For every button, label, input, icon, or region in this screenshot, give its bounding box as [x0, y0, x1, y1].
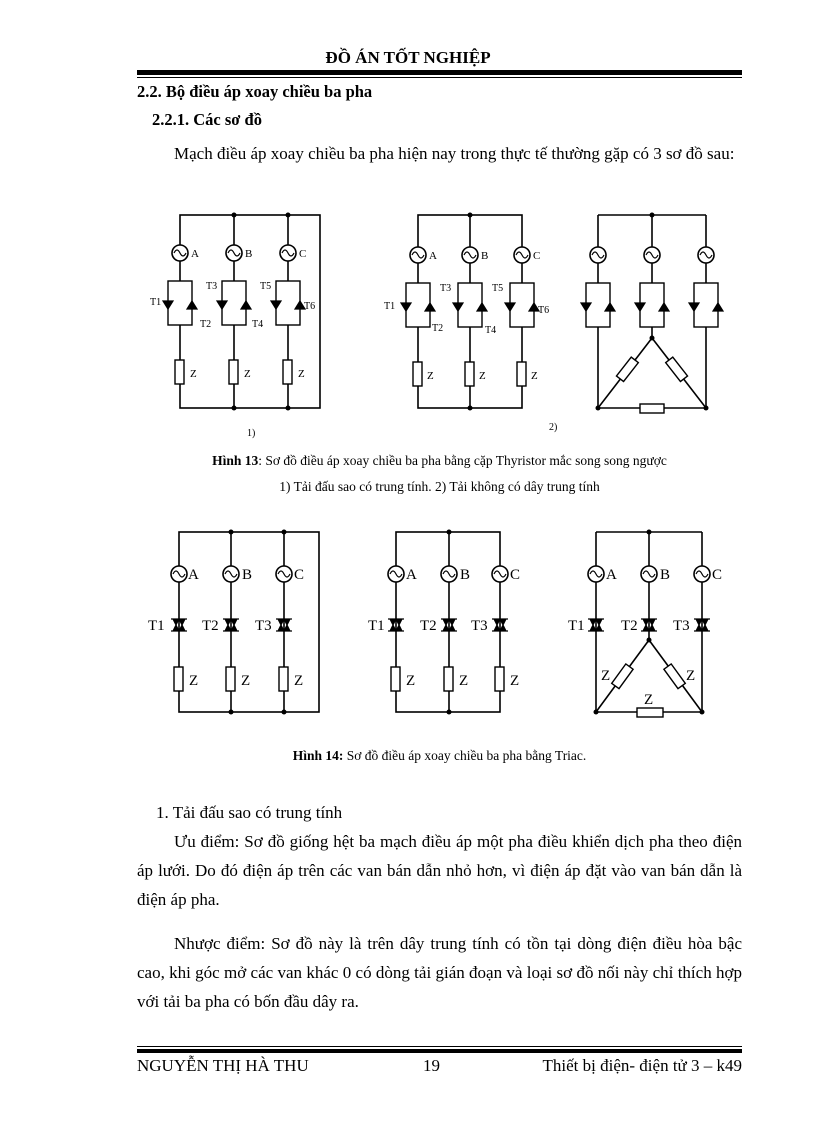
- figure-13-caption-text: : Sơ đồ điều áp xoay chiều ba pha bằng cặp Thyristor mắc song song ngược: [258, 453, 667, 468]
- fig14b-t2: T2: [420, 618, 437, 634]
- fig13-t2: T2: [200, 319, 212, 330]
- fig14-z1: Z: [189, 673, 199, 689]
- figure-13-caption: [137, 453, 742, 469]
- disadvantage-paragraph: Nhược điểm: Sơ đồ này là trên dây trung tính có tồn tại dòng điện điều hòa bậc cao, khi góc mở các van khác 0 có dòng tải gián đoạn và loại sơ đồ nối này chỉ thích hợp với tải ba pha có bốn đầu dây ra.: [137, 934, 742, 1011]
- fig14b-z1: Z: [406, 673, 416, 689]
- fig14b-phase-c: C: [510, 567, 521, 583]
- fig13-phase-c: C: [299, 248, 307, 260]
- page-header-title: ĐỒ ÁN TỐT NGHIỆP: [325, 48, 491, 67]
- fig13b-t6: T6: [538, 305, 550, 316]
- intro-paragraph: Mạch điều áp xoay chiều ba pha hiện nay trong thực tế thường gặp có 3 sơ đồ sau:: [174, 144, 735, 163]
- fig14-t2: T2: [202, 618, 219, 634]
- fig13b-phase-b: B: [481, 250, 489, 262]
- footer-page-number: 19: [423, 1056, 440, 1075]
- fig14c-z1: Z: [601, 668, 611, 684]
- figure-14-caption: [137, 748, 742, 764]
- fig14c-phase-a: A: [606, 567, 617, 583]
- figure-14-diagram: [148, 522, 740, 727]
- fig14-phase-b: B: [242, 567, 253, 583]
- fig13b-phase-a: A: [429, 250, 437, 262]
- fig13-t5: T5: [260, 281, 272, 292]
- item-heading: 1. Tải đấu sao có trung tính: [156, 803, 343, 822]
- footer-class: Thiết bị điện- điện tử 3 – k49: [542, 1056, 742, 1075]
- fig14b-t3: T3: [471, 618, 488, 634]
- fig14b-t1: T1: [368, 618, 385, 634]
- footer-author: NGUYỄN THỊ HÀ THU: [137, 1056, 309, 1075]
- fig14c-z3: Z: [644, 692, 654, 708]
- advantage-paragraph: Ưu điểm: Sơ đồ giống hệt ba mạch điều áp một pha điều khiển dịch pha theo điện áp lưới. Do đó điện áp trên các van bán dẫn nhỏ hơn, vì điện áp đặt vào van bán dẫn là điện áp pha.: [137, 832, 742, 909]
- fig14c-t2: T2: [621, 618, 638, 634]
- fig13b-z3: Z: [531, 370, 538, 382]
- fig13-sub-2: 2): [549, 422, 558, 433]
- fig13-z1: Z: [190, 368, 197, 380]
- footer-rule-thin: [137, 1046, 742, 1047]
- fig14c-z2: Z: [686, 668, 696, 684]
- subsection-heading: 2.2.1. Các sơ đồ: [152, 110, 262, 129]
- fig14b-phase-a: A: [406, 567, 417, 583]
- figure-14-caption-text: Sơ đồ điều áp xoay chiều ba pha bằng Triac.: [343, 748, 587, 763]
- fig13-t6: T6: [304, 301, 316, 312]
- fig14-t1: T1: [148, 618, 165, 634]
- fig13-t4: T4: [252, 319, 264, 330]
- fig13-z3: Z: [298, 368, 305, 380]
- fig14c-t1: T1: [568, 618, 585, 634]
- fig14-t3: T3: [255, 618, 272, 634]
- fig13b-t2: T2: [432, 323, 444, 334]
- fig14c-t3: T3: [673, 618, 690, 634]
- figure-13-caption-line2: 1) Tải đấu sao có trung tính. 2) Tải không có dây trung tính: [279, 479, 600, 494]
- fig13-phase-b: B: [245, 248, 253, 260]
- header-rule-thin: [137, 77, 742, 78]
- fig13-t3: T3: [206, 281, 218, 292]
- figure-13-caption-label: Hình 13: [212, 453, 259, 468]
- fig13b-z2: Z: [479, 370, 486, 382]
- fig14c-phase-c: C: [712, 567, 723, 583]
- fig14-phase-a: A: [188, 567, 199, 583]
- fig14-z3: Z: [294, 673, 304, 689]
- fig13b-t5: T5: [492, 283, 504, 294]
- fig13b-z1: Z: [427, 370, 434, 382]
- figure-14-caption-label: Hình 14:: [292, 748, 344, 763]
- fig13-t1: T1: [150, 297, 162, 308]
- fig14b-phase-b: B: [460, 567, 471, 583]
- fig13b-t3: T3: [440, 283, 452, 294]
- fig13b-t1: T1: [384, 301, 396, 312]
- fig14b-z2: Z: [459, 673, 469, 689]
- fig14-phase-c: C: [294, 567, 305, 583]
- fig13-z2: Z: [244, 368, 251, 380]
- fig13b-t4: T4: [485, 325, 497, 336]
- section-heading: 2.2. Bộ điều áp xoay chiều ba pha: [137, 82, 373, 101]
- header-rule-thick: [137, 70, 742, 75]
- fig14-z2: Z: [241, 673, 251, 689]
- footer-rule-thick: [137, 1049, 742, 1053]
- fig14c-phase-b: B: [660, 567, 671, 583]
- fig13-sub-1: 1): [247, 428, 256, 439]
- fig13b-phase-c: C: [533, 250, 541, 262]
- fig13-phase-a: A: [191, 248, 199, 260]
- figure-13-diagram: [130, 205, 750, 440]
- fig14b-z3: Z: [510, 673, 520, 689]
